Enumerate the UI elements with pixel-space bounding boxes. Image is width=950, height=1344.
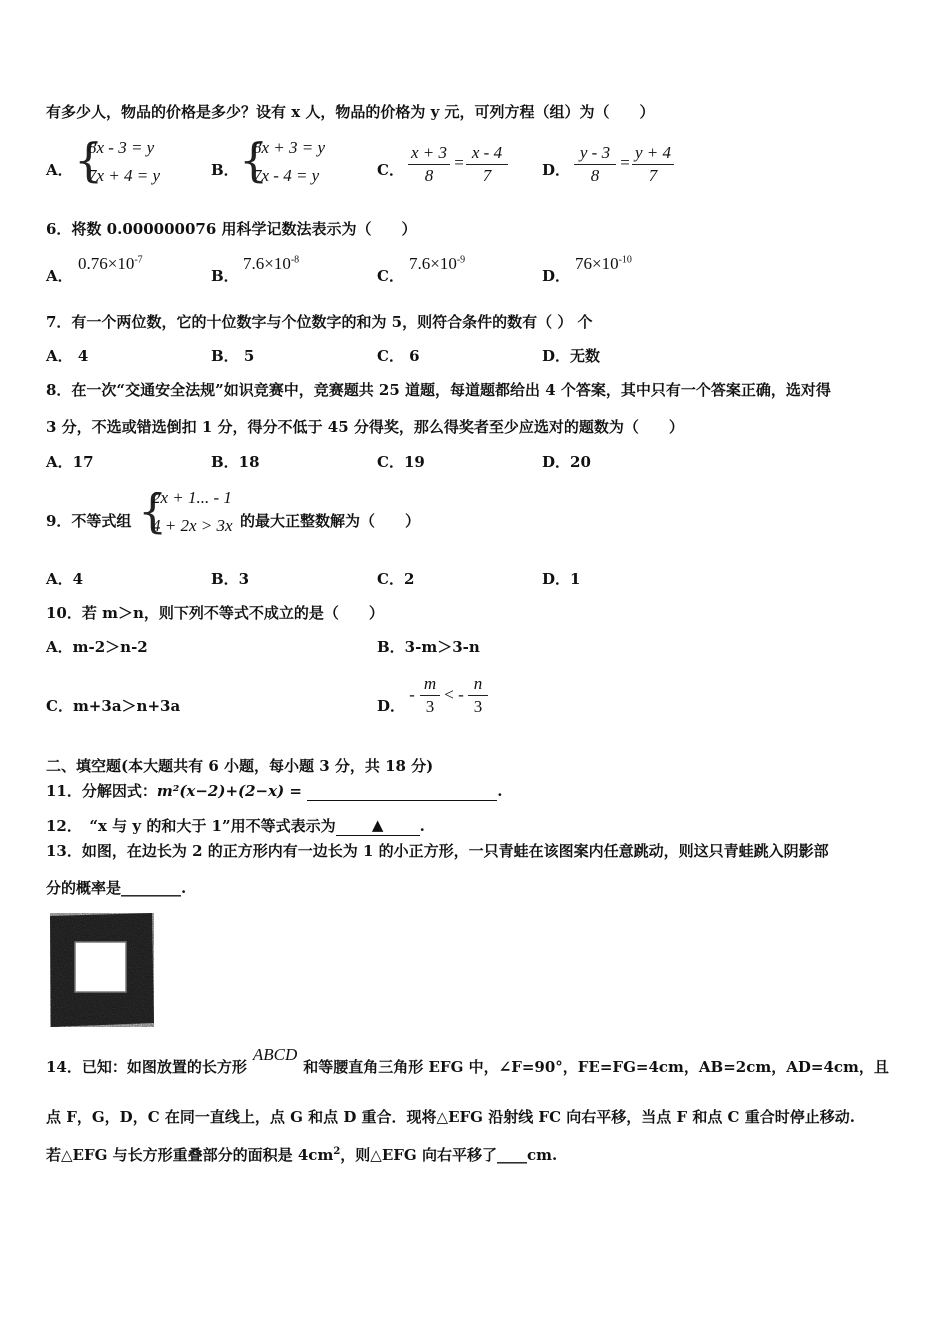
q9-suffix: 的最大正整数解为（ ）: [240, 512, 421, 530]
q8-option-d: D．20: [542, 453, 591, 471]
q10-d-fraction-2: $\frac{n}{3}$: [468, 673, 488, 718]
q8-stem-line2: 3 分，不选或错选倒扣 1 分，得分不低于 45 分得奖，那么得奖者至少应选对的题数为（ ）: [46, 418, 684, 436]
q6-option-d-label: D．: [542, 267, 571, 285]
q5-b-brace: {: [239, 133, 269, 187]
q10-option-c: C．m+3a＞n+3a: [46, 697, 181, 715]
q13-stem-line1: 13．如图，在边长为 2 的正方形内有一边长为 1 的小正方形，一只青蛙在该图案内任意跳动，则这只青蛙跳入阴影部: [46, 842, 829, 860]
q12-line: 12． “x 与 y 的和大于 1”用不等式表示为 ▲ .: [46, 816, 425, 835]
q10-option-d-label: D．: [377, 697, 406, 715]
q14-rect-name: ABCD: [252, 1045, 298, 1064]
q7-stem: 7．有一个两位数，它的十位数字与个位数字的和为 5，则符合条件的数有（ ） 个: [46, 313, 593, 331]
q6-stem: 6．将数 0.000000076 用科学记数法表示为（ ）: [46, 220, 417, 238]
q11-answer-blank[interactable]: [307, 800, 497, 801]
q11-line: 11．分解因式：m²(x−2)+(2−x) = .: [46, 782, 503, 800]
q9-option-c: C．2: [377, 570, 415, 588]
q5-option-a-system: 8x - 3 = y 7x + 4 = y: [88, 138, 161, 185]
q7-option-d: D．无数: [542, 347, 601, 365]
q6-option-c-value: $7.6\times 10^{-9}$: [409, 254, 466, 273]
q10-option-b: B．3-m＞3-n: [377, 638, 480, 656]
q13-shaded-square-figure: [48, 913, 154, 1027]
q5-stem: 有多少人，物品的价格是多少？设有 x 人，物品的价格为 y 元，可列方程（组）为（ ）: [46, 103, 655, 121]
q5-d-fraction-2: $\frac{y + 4}{7}$: [632, 142, 674, 187]
q9-option-b: B．3: [211, 570, 250, 588]
q14-line3: 若△EFG 与长方形重叠部分的面积是 $4cm^2$，则△EFG 向右平移了____cm.: [46, 1146, 558, 1164]
q8-option-b: B．18: [211, 453, 260, 471]
q6-option-b-value: $7.6\times 10^{-8}$: [243, 254, 300, 273]
q10-d-less-than: < -: [444, 685, 464, 704]
q5-a-brace: {: [74, 133, 104, 187]
q7-option-b: B． 5: [211, 347, 255, 365]
triangle-marker-icon: ▲: [371, 816, 384, 834]
q5-c-fraction-2: $\frac{x - 4}{7}$: [466, 142, 508, 187]
q5-option-c-label: C．: [377, 161, 404, 179]
q10-d-minus: -: [409, 685, 415, 704]
q12-answer-blank[interactable]: [336, 815, 420, 836]
q5-c-fraction-1: $\frac{x + 3}{8}$: [408, 142, 450, 187]
q6-option-a-value: $0.76\times 10^{-7}$: [78, 254, 143, 273]
q13-stem-line2: 分的概率是________.: [46, 879, 187, 897]
q14-line2: 点 F，G，D，C 在同一直线上，点 G 和点 D 重合．现将△EFG 沿射线 FC 向右平移，当点 F 和点 C 重合时停止移动.: [46, 1108, 855, 1126]
q5-c-equals: =: [454, 153, 464, 172]
q10-option-a: A．m-2＞n-2: [46, 638, 148, 656]
q6-option-b-label: B．: [211, 267, 239, 285]
q8-option-c: C．19: [377, 453, 425, 471]
q5-d-fraction-1: $\frac{y - 3}{8}$: [574, 142, 616, 187]
q5-option-b-system: 8x + 3 = y 7x - 4 = y: [253, 138, 326, 185]
q10-d-fraction-1: $\frac{m}{3}$: [420, 673, 440, 718]
q8-option-a: A．17: [46, 453, 94, 471]
q5-option-a-label: A．: [46, 161, 73, 179]
q9-prefix: 9．不等式组: [46, 512, 132, 530]
section-2-heading: 二、填空题(本大题共有 6 小题，每小题 3 分，共 18 分): [46, 757, 434, 775]
q9-brace: {: [138, 484, 168, 538]
q5-option-d-label: D．: [542, 161, 571, 179]
q7-option-a: A． 4: [46, 347, 89, 365]
q9-inequality-system: 2x + 1... - 1 4 + 2x > 3x: [152, 488, 233, 535]
q7-option-c: C． 6: [377, 347, 420, 365]
q6-option-a-label: A．: [46, 267, 73, 285]
q5-d-equals: =: [620, 153, 630, 172]
q6-option-c-label: C．: [377, 267, 404, 285]
q8-stem-line1: 8．在一次“交通安全法规”如识竞赛中，竞赛题共 25 道题，每道题都给出 4 个答案，其中只有一个答案正确，选对得: [46, 381, 831, 399]
q9-option-d: D．1: [542, 570, 581, 588]
q6-option-d-value: $76\times 10^{-10}$: [575, 254, 632, 273]
q10-stem: 10．若 m＞n，则下列不等式不成立的是（ ）: [46, 604, 384, 622]
q5-option-b-label: B．: [211, 161, 239, 179]
q14-line1: 14．已知：如图放置的长方形ABCD和等腰直角三角形 EFG 中，∠F=90°，FE=FG=4cm，AB=2cm，AD=4cm，且: [46, 1045, 889, 1076]
q9-option-a: A．4: [46, 570, 84, 588]
